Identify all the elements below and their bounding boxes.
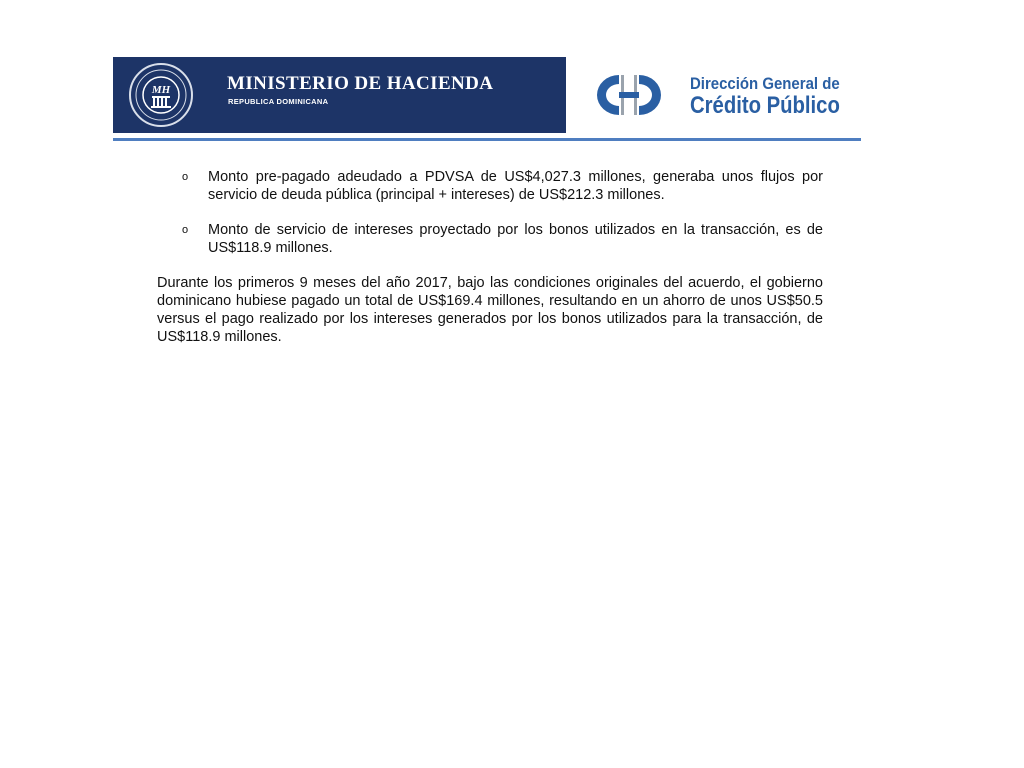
summary-paragraph: Durante los primeros 9 meses del año 2017, bajo las condiciones originales del acuerdo, el gobierno dominicano hubiese pagado un total de US$169.4 millones, resultando en un ahorro de unos US$50.5 versus el pago realizado por los intereses generados por los bonos utilizados para la transacción, de US$118.9 millones.: [157, 275, 823, 345]
bullet-item: [157, 221, 823, 257]
seal-initials: MH: [151, 84, 171, 96]
page-header: [113, 57, 861, 133]
dgcp-name-line1: Dirección General de: [690, 74, 840, 93]
ministry-title: MINISTERIO DE HACIENDA: [227, 73, 494, 94]
dgcp-logo-icon: [583, 69, 675, 121]
ministry-subtitle: REPUBLICA DOMINICANA: [228, 97, 329, 106]
dgcp-name-line2: Crédito Público: [690, 92, 840, 119]
bullet-text: Monto pre-pagado adeudado a PDVSA de US$4,027.3 millones, generaba unos flujos por servicio de deuda pública (principal + intereses) de US$212.3 millones.: [208, 169, 823, 203]
document-body: [157, 168, 823, 361]
ministry-banner: [113, 57, 566, 133]
bullet-item: [157, 168, 823, 204]
bullet-marker: o: [182, 171, 189, 183]
bullet-text: Monto de servicio de intereses proyectado por los bonos utilizados en la transacción, es de US$118.9 millones.: [208, 222, 823, 256]
ministry-seal-icon: [128, 62, 194, 128]
bullet-marker: o: [182, 224, 189, 236]
header-divider: [113, 138, 861, 141]
